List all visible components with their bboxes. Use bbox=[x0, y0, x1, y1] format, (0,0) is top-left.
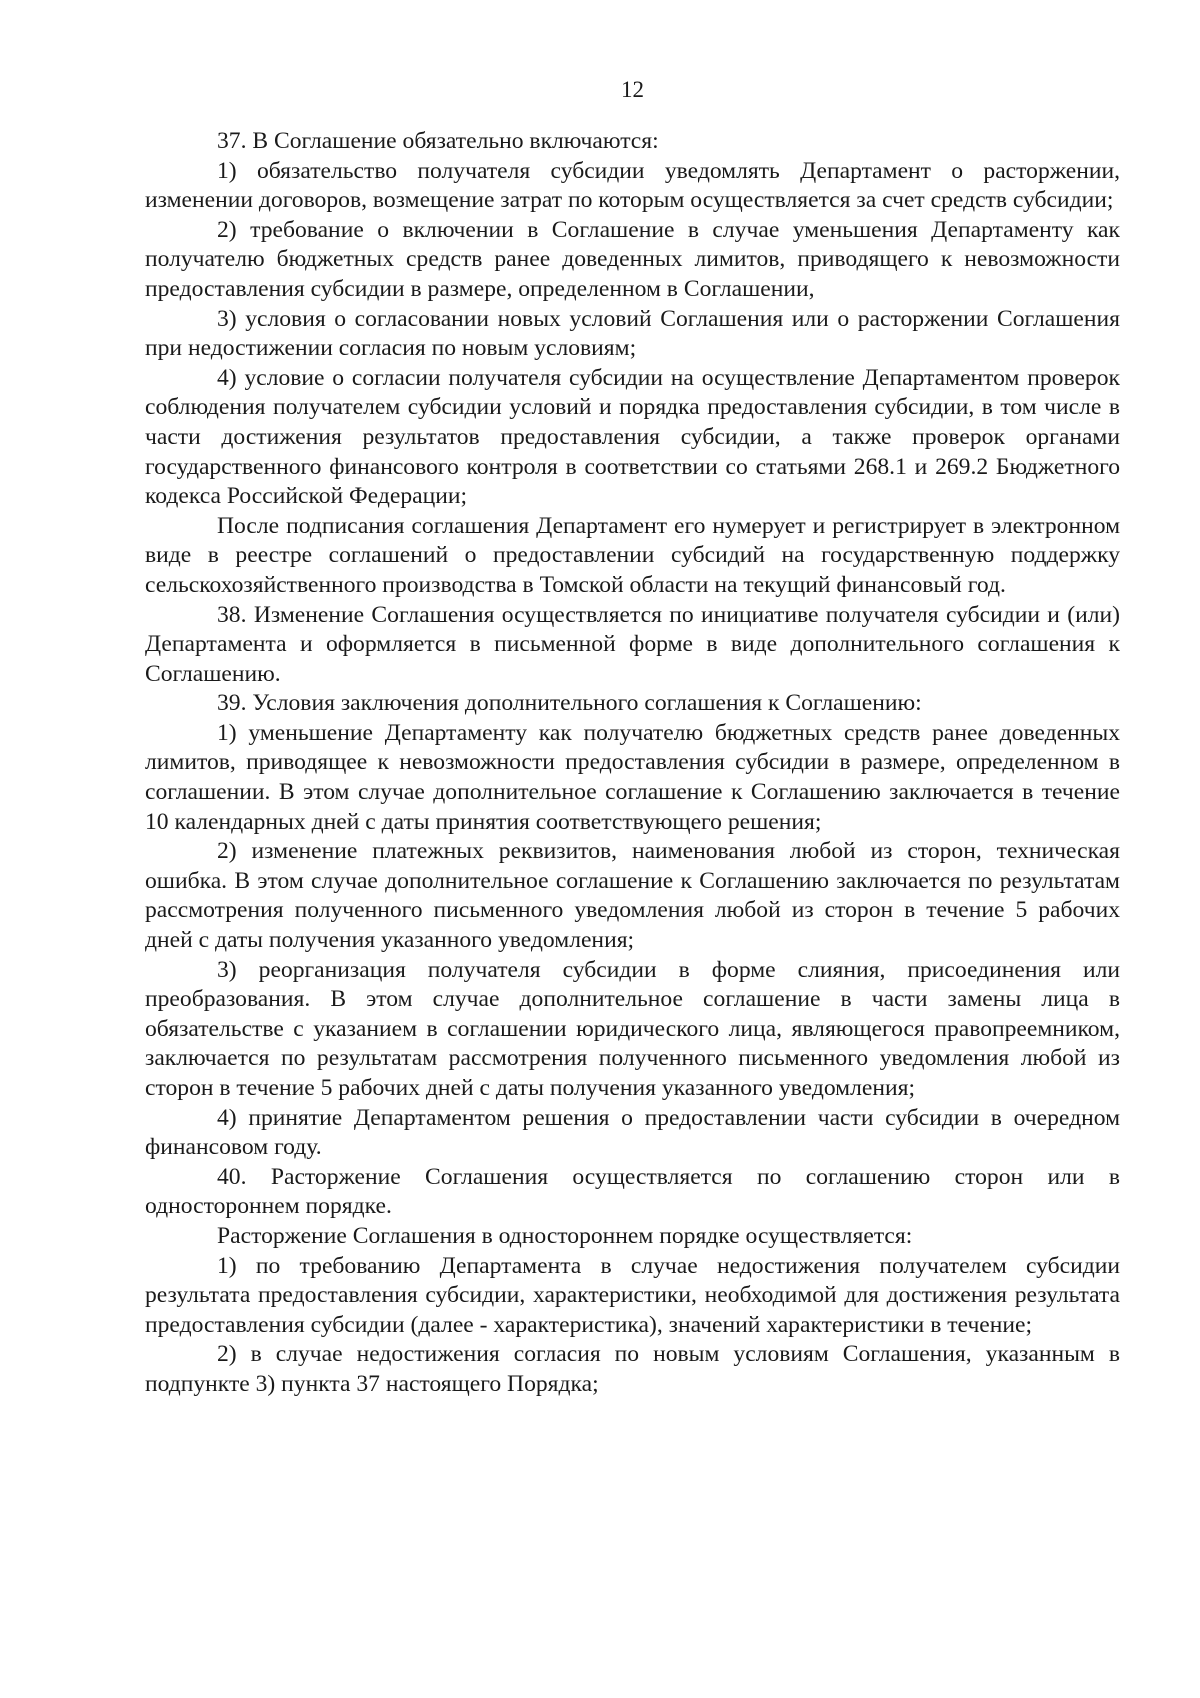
paragraph-40-item-1: 1) по требованию Департамента в случае недостижения получателем субсидии результата предоставления субсидии, характеристики, необходимой для достижения результата предоставления субсидии (далее - характеристика), значений характеристики в течение; bbox=[145, 1252, 1120, 1338]
paragraph-37-item-3: 3) условия о согласовании новых условий Соглашения или о расторжении Соглашения при недостижении согласия по новым условиям; bbox=[145, 305, 1120, 362]
paragraph-39-heading: 39. Условия заключения дополнительного соглашения к Соглашению: bbox=[217, 690, 922, 717]
document-body bbox=[145, 127, 1120, 1400]
paragraph-40-unilateral: Расторжение Соглашения в одностороннем порядке осуществляется: bbox=[217, 1222, 913, 1249]
paragraph-39-item-2: 2) изменение платежных реквизитов, наименования любой из сторон, техническая ошибка. В этом случае дополнительное соглашение к Соглашению заключается по результатам рассмотрения полученного письменного уведомления любой из сторон в течение 5 рабочих дней с даты получения указанного уведомления; bbox=[145, 838, 1120, 954]
paragraph-37-item-4: 4) условие о согласии получателя субсидии на осуществление Департаментом проверок соблюдения получателем субсидии условий и порядка предоставления субсидии, в том числе в части достижения результатов предоставления субсидии, а также проверок органами государственного финансового контроля в соответствии со статьями 268.1 и 269.2 Бюджетного кодекса Российской Федерации; bbox=[145, 364, 1120, 510]
paragraph-39-item-1: 1) уменьшение Департаменту как получателю бюджетных средств ранее доведенных лимитов, приводящее к невозможности предоставления субсидии в размере, определенном в соглашении. В этом случае дополнительное соглашение к Соглашению заключается в течение 10 календарных дней с даты принятия соответствующего решения; bbox=[145, 719, 1120, 835]
paragraph-40-item-2: 2) в случае недостижения согласия по новым условиям Соглашения, указанным в подпункте 3) пункта 37 настоящего Порядка; bbox=[145, 1341, 1120, 1397]
paragraph-37-heading: 37. В Соглашение обязательно включаются: bbox=[217, 128, 659, 154]
page-number: 12 bbox=[621, 77, 644, 102]
paragraph-38: 38. Изменение Соглашения осуществляется по инициативе получателя субсидии и (или) Департамента и оформляется в письменной форме в виде дополнительного соглашения к Соглашению. bbox=[145, 601, 1120, 687]
paragraph-39-item-4: 4) принятие Департаментом решения о предоставлении части субсидии в очередном финансовом году. bbox=[145, 1104, 1120, 1161]
paragraph-37-item-1: 1) обязательство получателя субсидии уведомлять Департамент о расторжении, изменении договоров, возмещение затрат по которым осуществляется за счет средств субсидии; bbox=[145, 157, 1120, 214]
paragraph-40: 40. Расторжение Соглашения осуществляется по соглашению сторон или в одностороннем порядке. bbox=[145, 1163, 1120, 1220]
paragraph-39-item-3: 3) реорганизация получателя субсидии в форме слияния, присоединения или преобразования. В этом случае дополнительное соглашение в части замены лица в обязательстве с указанием в соглашении юридического лица, являющегося правопреемником, заключается по результатам рассмотрения полученного письменного уведомления любой из сторон в течение 5 рабочих дней с даты получения указанного уведомления; bbox=[145, 956, 1120, 1101]
paragraph-registration: После подписания соглашения Департамент его нумерует и регистрирует в электронном виде в реестре соглашений о предоставлении субсидий на государственную поддержку сельскохозяйственного производства в Томской области на текущий финансовый год. bbox=[145, 512, 1120, 598]
paragraph-37-item-2: 2) требование о включении в Соглашение в случае уменьшения Департаменту как получателю бюджетных средств ранее доведенных лимитов, приводящего к невозможности предоставления субсидии в размере, определенном в Соглашении, bbox=[145, 216, 1120, 302]
